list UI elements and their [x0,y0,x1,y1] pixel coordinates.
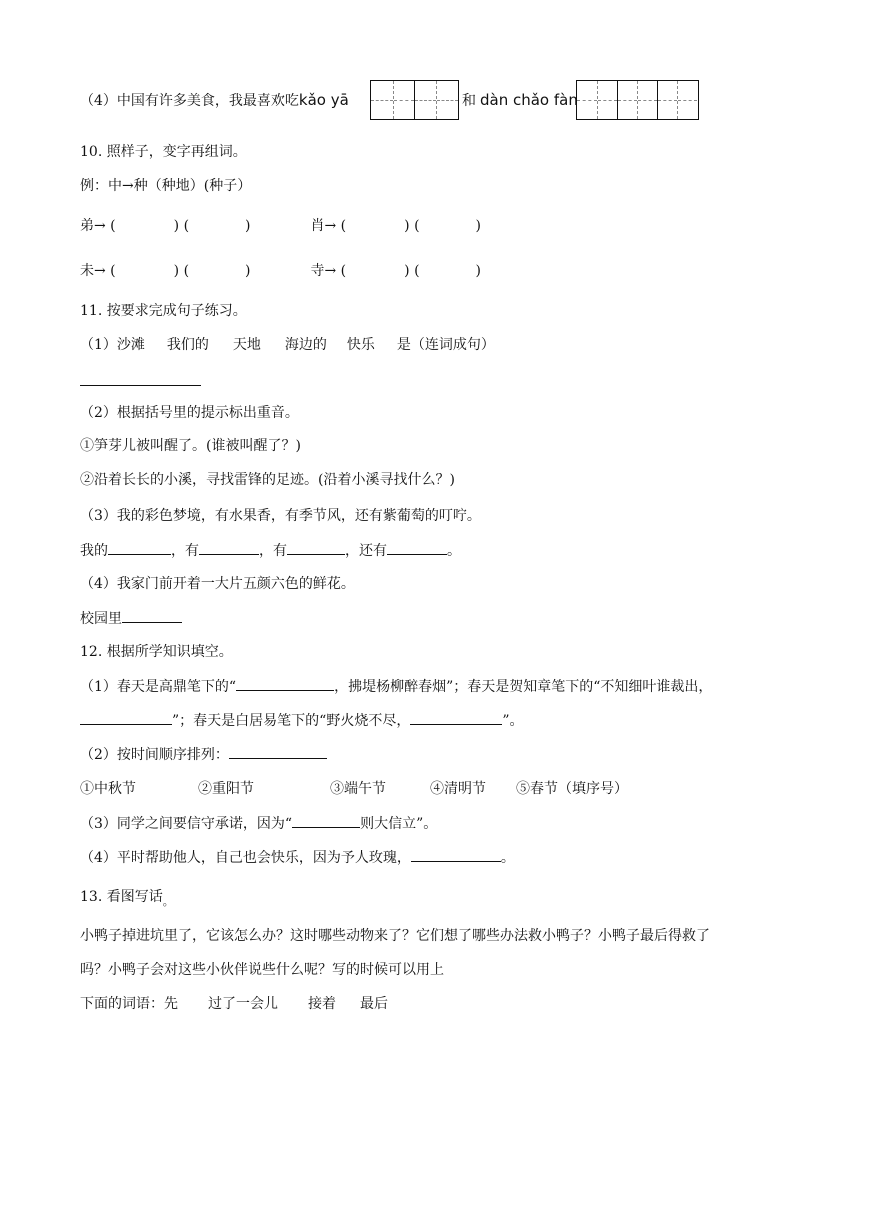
q10-r1-c6: ) [475,218,481,234]
pinyin-danchaofan: dàn chǎo fàn [480,91,578,109]
q10-r2-c1: 未→ ( [80,263,116,279]
q12-festivals [80,779,628,799]
festival: ③端午节 [330,781,386,797]
q10-row-2 [80,261,481,281]
q12-p1-line2 [80,710,524,731]
q10-r2-c6: ) [475,263,481,279]
q11-p3-fill [80,540,461,561]
q13-title: 13. 看图写话 [80,889,163,905]
q11-p2: （2）根据括号里的提示标出重音。 [80,405,299,421]
q11-p4: （4）我家门前开着一大片五颜六色的鲜花。 [80,576,355,592]
blank[interactable] [199,540,259,555]
q10-r1-c5: ) ( [404,218,420,234]
q11-p3-fill-text: 我的 [80,543,108,559]
festival: ⑤春节（填序号） [516,781,628,797]
q11-p4-fill-text: 校园里 [80,611,122,627]
q12-p1-text: （1）春天是高鼎笔下的“ [80,679,237,695]
q10-r1-c3: ) [245,218,251,234]
q11-p3-fill-text: ，有 [171,543,199,559]
q9-4-text: （4）中国有许多美食，我最喜欢吃 [80,93,299,109]
q11-p2-b: ②沿着长长的小溪，寻找雷锋的足迹。(沿着小溪寻找什么？) [80,472,455,488]
q11-p3-fill-text: 。 [447,543,461,559]
q12-p3-text: （3）同学之间要信守承诺，因为“ [80,816,293,832]
q12-p1-text: ”。 [502,713,524,729]
q12-title: 12. 根据所学知识填空。 [80,644,233,660]
blank[interactable] [80,710,172,725]
blank[interactable] [108,540,171,555]
q12-p4-text: 。 [500,850,515,866]
blank[interactable] [387,540,447,555]
q10-r1-c1: 弟→ ( [80,218,116,234]
q10-r1-c4: 肖→ ( [310,218,347,234]
writing-grid-danchaofan[interactable] [576,80,699,120]
blank[interactable] [236,676,334,691]
word: 海边的 [284,337,327,353]
q10-r2-c4: 寺→ ( [310,263,347,279]
q10-r2-c3: ) [245,263,251,279]
writing-grid-kaoya[interactable] [370,80,459,120]
word: 过了一会儿 [208,996,278,1012]
q12-p3-text: 则大信立”。 [360,816,438,832]
pinyin-kaoya: kǎo yā [298,91,349,109]
festival: ①中秋节 [80,781,136,797]
q11-p1-label: （1） [80,337,117,353]
q10-r2-c5: ) ( [404,263,420,279]
q10-example: 例：中→种（种地）(种子） [80,178,252,194]
q13-title-line [80,887,174,908]
q9-4-and: 和 [462,93,476,109]
q11-p1-answer-line[interactable] [80,385,201,386]
blank[interactable] [410,710,502,725]
blank[interactable] [122,608,182,623]
q12-p1-line1 [80,676,712,697]
q12-p2-text: （2）按时间顺序排列： [80,747,229,763]
q9-4-line [80,90,349,111]
blank[interactable] [287,540,345,555]
q11-p4-fill [80,608,182,629]
q12-p3 [80,813,437,834]
festival: ②重阳节 [198,781,254,797]
q11-p3-fill-text: ，有 [259,543,287,559]
blank[interactable] [411,847,501,862]
q13-words [80,994,388,1014]
q9-4-tail [462,90,578,111]
word: 天地 [232,337,261,353]
word: 接着 [308,996,336,1012]
word: 先 [164,996,178,1012]
q13-line1: 小鸭子掉进坑里了，它该怎么办？这时哪些动物来了？它们想了哪些办法救小鸭子？小鸭子最后得救了 [80,928,710,944]
q11-p3-fill-text: ，还有 [345,543,387,559]
q10-r2-c2: ) ( [173,263,190,279]
q11-p1 [80,335,495,355]
q13-dot: 。 [162,895,174,908]
q11-p2-a: ①笋芽儿被叫醒了。(谁被叫醒了？) [80,438,301,454]
q12-p1-text: ”；春天是白居易笔下的“野火烧不尽， [172,713,411,729]
word: 是（连词成句） [396,337,495,353]
q10-r1-c2: ) ( [173,218,190,234]
q12-p1-text: ，拂堤杨柳醉春烟”；春天是贺知章笔下的“不知细叶谁裁出， [334,679,713,695]
word: 我们的 [166,337,209,353]
blank[interactable] [292,813,360,828]
festival: ④清明节 [430,781,486,797]
word: 快乐 [346,337,375,353]
q13-words-label: 下面的词语： [80,996,164,1012]
word: 最后 [360,996,388,1012]
q11-title: 11. 按要求完成句子练习。 [80,303,247,319]
q12-p4-text: （4）平时帮助他人，自己也会快乐，因为予人玫瑰， [80,850,411,866]
q10-row-1 [80,216,481,236]
q13-line2: 吗？小鸭子会对这些小伙伴说些什么呢？写的时候可以用上 [80,962,444,978]
q11-p3: （3）我的彩色梦境，有水果香，有季节风，还有紫葡萄的叮咛。 [80,508,481,524]
q12-p2 [80,744,327,765]
word: 沙滩 [116,337,145,353]
q12-p4 [80,847,515,868]
blank[interactable] [229,744,327,759]
q10-title: 10. 照样子，变字再组词。 [80,144,247,160]
